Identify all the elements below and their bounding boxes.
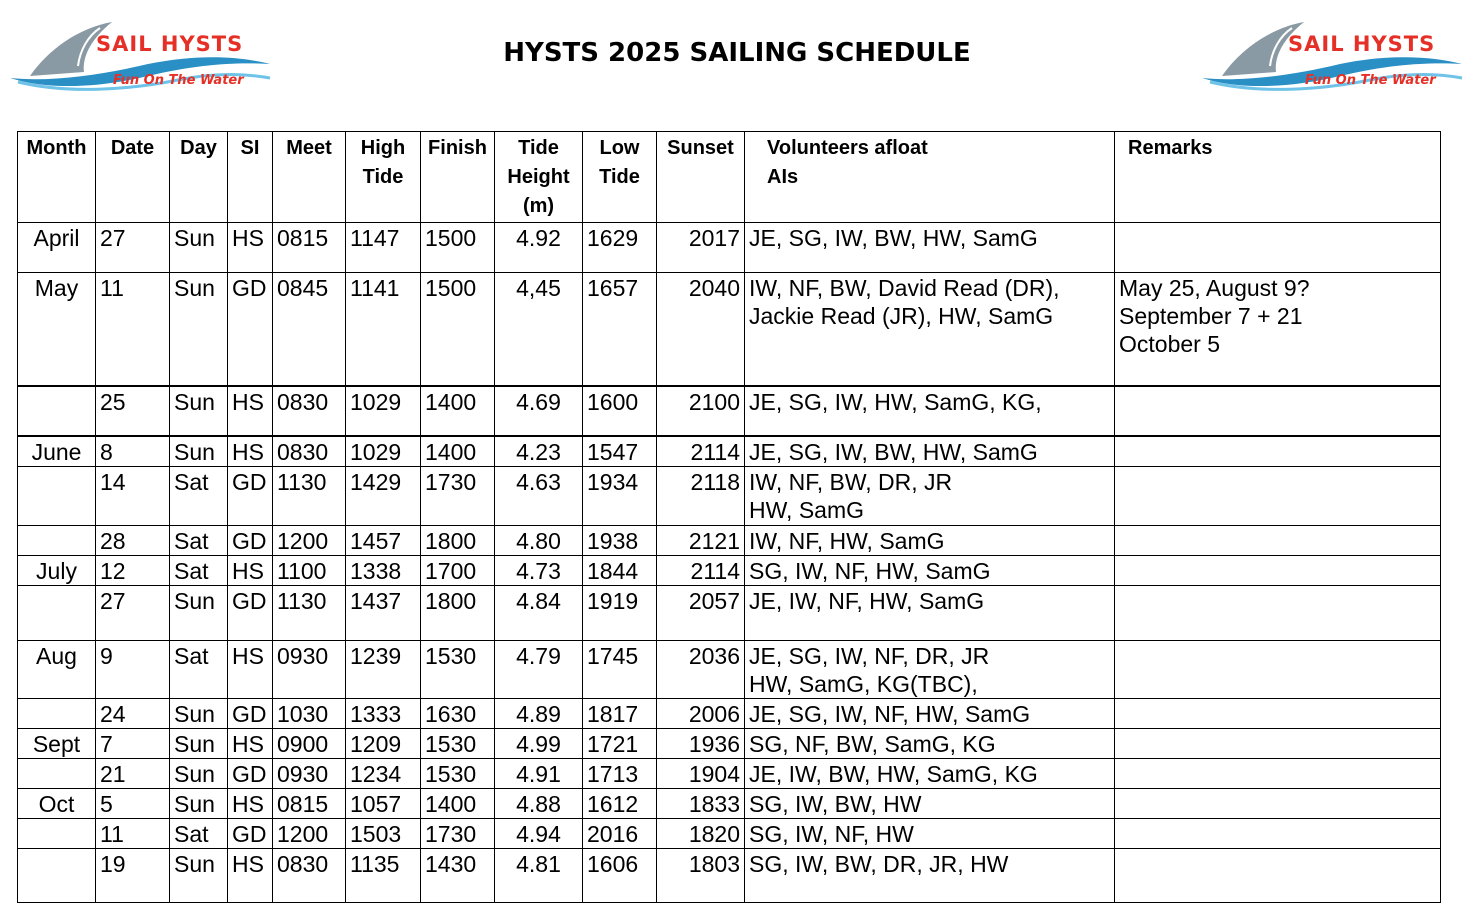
col-header-volunteers: [745, 132, 1115, 223]
remarks-line: September 7 + 21: [1119, 303, 1303, 329]
logo-tagline: Fun On The Water: [1305, 73, 1436, 88]
col-header-tide-height: [495, 132, 583, 223]
day-cell: Sat: [170, 640, 228, 698]
remarks-cell: [1115, 585, 1441, 640]
sunset-cell: 1820: [657, 818, 745, 848]
volunteers-cell: [745, 758, 1115, 788]
low-tide-cell: 1919: [583, 585, 657, 640]
month-cell: [18, 818, 96, 848]
volunteers-line: JE, IW, BW, HW, SamG, KG: [749, 760, 1038, 787]
col-header-text: Low: [599, 137, 640, 159]
date-cell: 27: [96, 223, 170, 273]
low-tide-cell: 1938: [583, 525, 657, 555]
finish-time-cell: 1400: [421, 788, 495, 818]
day-cell: Sat: [170, 555, 228, 585]
table-row: [18, 555, 1441, 585]
sunset-cell: 1803: [657, 848, 745, 902]
tide-height-cell: 4.88: [495, 788, 583, 818]
volunteers-line: SG, IW, NF, HW, SamG: [749, 557, 991, 584]
month-cell: May: [18, 273, 96, 386]
tide-height-cell: 4.92: [495, 223, 583, 273]
date-cell: 8: [96, 436, 170, 467]
day-cell: Sun: [170, 758, 228, 788]
remarks-cell: [1115, 273, 1441, 386]
low-tide-cell: 1721: [583, 728, 657, 758]
day-cell: Sun: [170, 585, 228, 640]
day-cell: Sun: [170, 848, 228, 902]
month-cell: July: [18, 555, 96, 585]
sunset-cell: 1833: [657, 788, 745, 818]
month-cell: [18, 466, 96, 525]
tide-height-cell: 4.91: [495, 758, 583, 788]
day-cell: Sun: [170, 436, 228, 467]
day-cell: Sun: [170, 698, 228, 728]
day-cell: Sun: [170, 223, 228, 273]
si-cell: GD: [228, 758, 273, 788]
si-cell: GD: [228, 466, 273, 525]
sunset-cell: 2006: [657, 698, 745, 728]
meet-time-cell: 0830: [273, 848, 346, 902]
logo-brand: SAIL HYSTS: [96, 32, 244, 56]
volunteers-line: IW, NF, BW, David Read (DR),: [749, 275, 1060, 301]
sunset-cell: 1904: [657, 758, 745, 788]
tide-height-cell: 4.94: [495, 818, 583, 848]
month-cell: Oct: [18, 788, 96, 818]
volunteers-cell: [745, 386, 1115, 436]
volunteers-cell: [745, 640, 1115, 698]
col-header-si: SI: [228, 132, 273, 223]
si-cell: HS: [228, 640, 273, 698]
month-cell: [18, 698, 96, 728]
meet-time-cell: 1130: [273, 466, 346, 525]
table-row: [18, 698, 1441, 728]
date-cell: 11: [96, 818, 170, 848]
col-header-meet: Meet: [273, 132, 346, 223]
month-cell: Sept: [18, 728, 96, 758]
volunteers-line: Jackie Read (JR), HW, SamG: [749, 303, 1054, 329]
low-tide-cell: 1657: [583, 273, 657, 386]
tide-height-cell: 4.69: [495, 386, 583, 436]
remarks-cell: [1115, 640, 1441, 698]
sunset-cell: 2040: [657, 273, 745, 386]
tide-height-cell: 4.81: [495, 848, 583, 902]
si-cell: HS: [228, 436, 273, 467]
high-tide-cell: 1338: [346, 555, 421, 585]
col-header-high-tide: [346, 132, 421, 223]
meet-time-cell: 1200: [273, 818, 346, 848]
high-tide-cell: 1141: [346, 273, 421, 386]
day-cell: Sat: [170, 466, 228, 525]
meet-time-cell: 0830: [273, 436, 346, 467]
date-cell: 27: [96, 585, 170, 640]
month-cell: [18, 585, 96, 640]
remarks-line: May 25, August 9?: [1119, 275, 1310, 301]
header-row: [18, 132, 1441, 223]
col-header-date: Date: [96, 132, 170, 223]
volunteers-line: JE, SG, IW, NF, DR, JR: [749, 642, 990, 669]
date-cell: 28: [96, 525, 170, 555]
schedule-body: [18, 223, 1441, 903]
low-tide-cell: 1934: [583, 466, 657, 525]
sunset-cell: 1936: [657, 728, 745, 758]
finish-time-cell: 1400: [421, 386, 495, 436]
finish-time-cell: 1730: [421, 466, 495, 525]
finish-time-cell: 1700: [421, 555, 495, 585]
tide-height-cell: 4.63: [495, 466, 583, 525]
si-cell: HS: [228, 728, 273, 758]
volunteers-cell: [745, 788, 1115, 818]
finish-time-cell: 1800: [421, 585, 495, 640]
remarks-cell: [1115, 728, 1441, 758]
si-cell: GD: [228, 698, 273, 728]
low-tide-cell: 2016: [583, 818, 657, 848]
day-cell: Sun: [170, 788, 228, 818]
date-cell: 7: [96, 728, 170, 758]
page-title: HYSTS 2025 SAILING SCHEDULE: [503, 38, 971, 68]
date-cell: 5: [96, 788, 170, 818]
finish-time-cell: 1630: [421, 698, 495, 728]
col-header-month: Month: [18, 132, 96, 223]
finish-time-cell: 1500: [421, 223, 495, 273]
high-tide-cell: 1147: [346, 223, 421, 273]
sunset-cell: 2114: [657, 555, 745, 585]
sunset-cell: 2036: [657, 640, 745, 698]
month-cell: [18, 525, 96, 555]
day-cell: Sat: [170, 818, 228, 848]
finish-time-cell: 1430: [421, 848, 495, 902]
si-cell: GD: [228, 585, 273, 640]
col-header-text: Volunteers afloat: [767, 137, 928, 159]
tide-height-cell: 4.79: [495, 640, 583, 698]
table-row: [18, 788, 1441, 818]
month-cell: April: [18, 223, 96, 273]
day-cell: Sun: [170, 386, 228, 436]
remarks-cell: [1115, 525, 1441, 555]
meet-time-cell: 0815: [273, 788, 346, 818]
col-header-text: (m): [522, 195, 555, 217]
high-tide-cell: 1234: [346, 758, 421, 788]
table-row: [18, 273, 1441, 386]
remarks-cell: [1115, 386, 1441, 436]
date-cell: 21: [96, 758, 170, 788]
high-tide-cell: 1437: [346, 585, 421, 640]
table-row: [18, 223, 1441, 273]
volunteers-cell: [745, 728, 1115, 758]
date-cell: 24: [96, 698, 170, 728]
day-cell: Sat: [170, 525, 228, 555]
col-header-remarks: Remarks: [1115, 132, 1441, 223]
finish-time-cell: 1530: [421, 640, 495, 698]
low-tide-cell: 1547: [583, 436, 657, 467]
volunteers-line: SG, IW, BW, HW: [749, 790, 922, 817]
volunteers-line: HW, SamG: [749, 496, 865, 523]
day-cell: Sun: [170, 273, 228, 386]
low-tide-cell: 1606: [583, 848, 657, 902]
si-cell: GD: [228, 525, 273, 555]
si-cell: GD: [228, 273, 273, 386]
low-tide-cell: 1600: [583, 386, 657, 436]
high-tide-cell: 1429: [346, 466, 421, 525]
high-tide-cell: 1029: [346, 386, 421, 436]
remarks-cell: [1115, 848, 1441, 902]
volunteers-cell: [745, 223, 1115, 273]
day-cell: Sun: [170, 728, 228, 758]
tide-height-cell: 4.99: [495, 728, 583, 758]
month-cell: [18, 386, 96, 436]
remarks-cell: [1115, 758, 1441, 788]
tide-height-cell: 4,45: [495, 273, 583, 386]
month-cell: [18, 848, 96, 902]
low-tide-cell: 1745: [583, 640, 657, 698]
finish-time-cell: 1800: [421, 525, 495, 555]
finish-time-cell: 1500: [421, 273, 495, 386]
volunteers-cell: [745, 698, 1115, 728]
sunset-cell: 2118: [657, 466, 745, 525]
date-cell: 25: [96, 386, 170, 436]
schedule-table: [17, 131, 1441, 903]
col-header-low-tide: [583, 132, 657, 223]
meet-time-cell: 0930: [273, 758, 346, 788]
high-tide-cell: 1029: [346, 436, 421, 467]
volunteers-cell: [745, 436, 1115, 467]
high-tide-cell: 1333: [346, 698, 421, 728]
finish-time-cell: 1730: [421, 818, 495, 848]
month-cell: June: [18, 436, 96, 467]
meet-time-cell: 0845: [273, 273, 346, 386]
remarks-cell: [1115, 698, 1441, 728]
volunteers-cell: [745, 818, 1115, 848]
finish-time-cell: 1530: [421, 728, 495, 758]
month-cell: Aug: [18, 640, 96, 698]
col-header-text: Height: [507, 166, 570, 188]
finish-time-cell: 1530: [421, 758, 495, 788]
remarks-cell: [1115, 555, 1441, 585]
high-tide-cell: 1209: [346, 728, 421, 758]
high-tide-cell: 1135: [346, 848, 421, 902]
tide-height-cell: 4.89: [495, 698, 583, 728]
high-tide-cell: 1503: [346, 818, 421, 848]
remarks-cell: [1115, 466, 1441, 525]
volunteers-line: IW, NF, HW, SamG: [749, 527, 945, 554]
logo-tagline: Fun On The Water: [113, 73, 244, 88]
col-header-sunset: Sunset: [657, 132, 745, 223]
sunset-cell: 2017: [657, 223, 745, 273]
low-tide-cell: 1612: [583, 788, 657, 818]
table-row: [18, 436, 1441, 467]
meet-time-cell: 0930: [273, 640, 346, 698]
table-row: [18, 728, 1441, 758]
remarks-line: October 5: [1119, 331, 1220, 357]
volunteers-line: SG, NF, BW, SamG, KG: [749, 730, 996, 757]
high-tide-cell: 1457: [346, 525, 421, 555]
remarks-cell: [1115, 436, 1441, 467]
meet-time-cell: 1130: [273, 585, 346, 640]
tide-height-cell: 4.73: [495, 555, 583, 585]
col-header-day: Day: [170, 132, 228, 223]
volunteers-line: HW, SamG, KG(TBC),: [749, 670, 978, 697]
finish-time-cell: 1400: [421, 436, 495, 467]
table-row: [18, 818, 1441, 848]
volunteers-cell: [745, 848, 1115, 902]
remarks-cell: [1115, 223, 1441, 273]
volunteers-line: IW, NF, BW, DR, JR: [749, 468, 953, 495]
high-tide-cell: 1239: [346, 640, 421, 698]
table-row: [18, 848, 1441, 902]
logo-brand: SAIL HYSTS: [1288, 32, 1436, 56]
date-cell: 11: [96, 273, 170, 386]
date-cell: 12: [96, 555, 170, 585]
meet-time-cell: 1200: [273, 525, 346, 555]
volunteers-line: SG, IW, BW, DR, JR, HW: [749, 850, 1009, 877]
date-cell: 9: [96, 640, 170, 698]
col-header-finish: Finish: [421, 132, 495, 223]
volunteers-line: JE, SG, IW, BW, HW, SamG: [749, 438, 1038, 465]
si-cell: HS: [228, 223, 273, 273]
sunset-cell: 2057: [657, 585, 745, 640]
col-header-text: Tide: [362, 166, 404, 188]
meet-time-cell: 0830: [273, 386, 346, 436]
volunteers-line: JE, SG, IW, BW, HW, SamG: [749, 225, 1038, 251]
tide-height-cell: 4.23: [495, 436, 583, 467]
volunteers-line: JE, SG, IW, NF, HW, SamG: [749, 700, 1031, 727]
si-cell: GD: [228, 818, 273, 848]
col-header-text: Tide: [518, 137, 559, 159]
table-row: [18, 386, 1441, 436]
date-cell: 19: [96, 848, 170, 902]
meet-time-cell: 0815: [273, 223, 346, 273]
table-row: [18, 640, 1441, 698]
sunset-cell: 2121: [657, 525, 745, 555]
high-tide-cell: 1057: [346, 788, 421, 818]
meet-time-cell: 1100: [273, 555, 346, 585]
tide-height-cell: 4.80: [495, 525, 583, 555]
meet-time-cell: 0900: [273, 728, 346, 758]
si-cell: HS: [228, 555, 273, 585]
month-cell: [18, 758, 96, 788]
low-tide-cell: 1817: [583, 698, 657, 728]
si-cell: HS: [228, 848, 273, 902]
volunteers-line: JE, IW, NF, HW, SamG: [749, 587, 985, 614]
table-row: [18, 585, 1441, 640]
low-tide-cell: 1844: [583, 555, 657, 585]
sunset-cell: 2114: [657, 436, 745, 467]
table-row: [18, 466, 1441, 525]
volunteers-cell: [745, 525, 1115, 555]
date-cell: 14: [96, 466, 170, 525]
volunteers-cell: [745, 585, 1115, 640]
si-cell: HS: [228, 386, 273, 436]
volunteers-cell: [745, 466, 1115, 525]
sunset-cell: 2100: [657, 386, 745, 436]
remarks-cell: [1115, 788, 1441, 818]
low-tide-cell: 1629: [583, 223, 657, 273]
volunteers-line: SG, IW, NF, HW: [749, 820, 914, 847]
volunteers-line: JE, SG, IW, HW, SamG, KG,: [749, 388, 1042, 415]
tide-height-cell: 4.84: [495, 585, 583, 640]
col-header-text: Tide: [599, 166, 640, 188]
col-header-text: High: [360, 137, 406, 159]
si-cell: HS: [228, 788, 273, 818]
low-tide-cell: 1713: [583, 758, 657, 788]
meet-time-cell: 1030: [273, 698, 346, 728]
col-header-text: AIs: [767, 166, 799, 188]
table-row: [18, 758, 1441, 788]
remarks-cell: [1115, 818, 1441, 848]
table-row: [18, 525, 1441, 555]
volunteers-cell: [745, 555, 1115, 585]
volunteers-cell: [745, 273, 1115, 386]
